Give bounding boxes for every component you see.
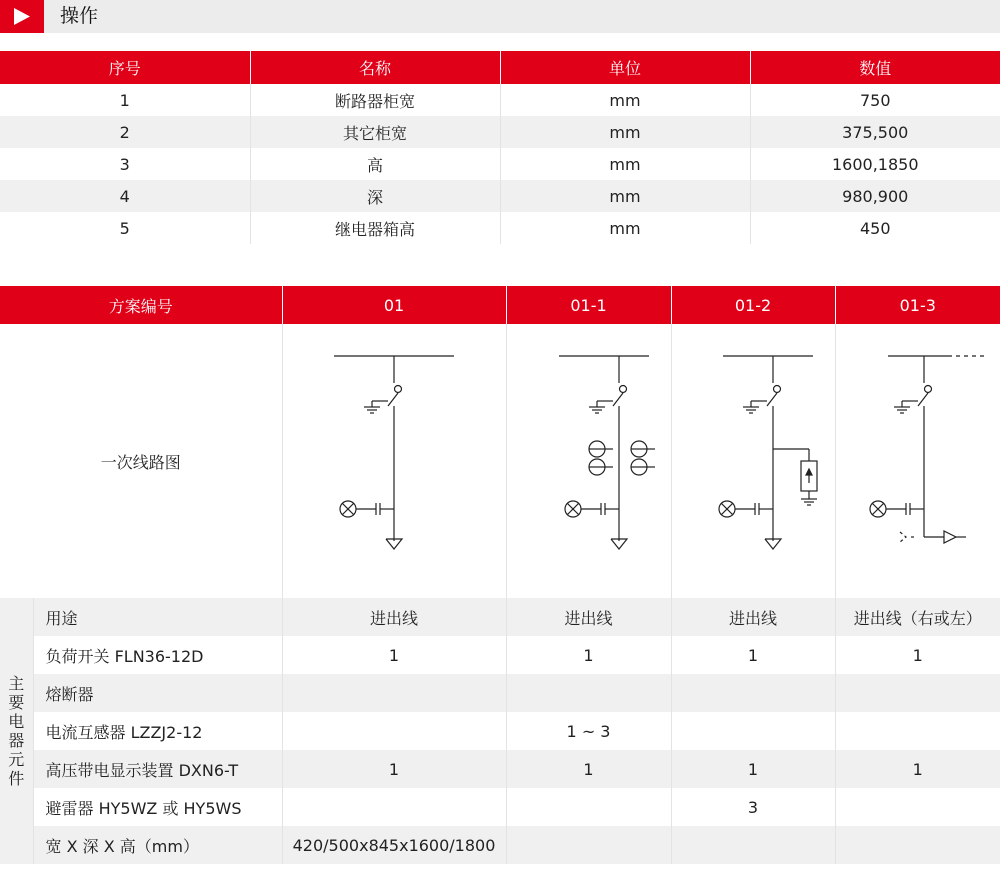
spec-header-cell: 单位 xyxy=(500,51,750,84)
table-cell: 4 xyxy=(0,180,250,212)
table-cell xyxy=(506,788,671,826)
table-cell: 深 xyxy=(250,180,500,212)
plan-table xyxy=(0,286,1000,864)
table-row xyxy=(0,788,1000,826)
side-label: 主要电器元件 xyxy=(8,674,25,788)
section-header xyxy=(0,0,1000,33)
row-label: 宽 X 深 X 高（mm） xyxy=(33,826,282,864)
table-cell: mm xyxy=(500,212,750,244)
table-cell: mm xyxy=(500,116,750,148)
table-row xyxy=(0,636,1000,674)
table-row xyxy=(0,180,1000,212)
table-row xyxy=(0,598,1000,636)
plan-header-cell: 01 xyxy=(282,286,506,324)
table-cell xyxy=(506,674,671,712)
table-cell: 375,500 xyxy=(750,116,1000,148)
table-cell xyxy=(835,826,1000,864)
spec-table xyxy=(0,51,1000,244)
plan-header-row xyxy=(0,286,1000,324)
spec-header-cell: 名称 xyxy=(250,51,500,84)
table-row xyxy=(0,84,1000,116)
table-cell: 3 xyxy=(119,154,130,174)
table-cell: 高 xyxy=(250,148,500,180)
table-cell xyxy=(835,788,1000,826)
table-cell xyxy=(506,826,671,864)
diagram-row xyxy=(0,324,1000,598)
row-label: 避雷器 HY5WZ 或 HY5WS xyxy=(33,788,282,826)
row-label: 用途 xyxy=(33,598,282,636)
table-row xyxy=(0,212,1000,244)
table-cell xyxy=(282,674,506,712)
plan-header-cell: 01-1 xyxy=(506,286,671,324)
diagram-row-label: 一次线路图 xyxy=(100,452,181,472)
table-cell xyxy=(282,788,506,826)
table-cell: mm xyxy=(500,84,750,116)
table-cell: 1 xyxy=(282,636,506,674)
table-row xyxy=(0,826,1000,864)
table-cell xyxy=(671,674,835,712)
table-cell: 继电器箱高 xyxy=(250,212,500,244)
play-triangle-icon xyxy=(0,0,44,33)
plan-header-cell: 方案编号 xyxy=(0,286,282,324)
table-cell: 1 xyxy=(671,750,835,788)
table-cell: 其它柜宽 xyxy=(250,116,500,148)
table-cell xyxy=(671,826,835,864)
table-cell: 5 xyxy=(119,218,130,238)
table-cell xyxy=(282,712,506,750)
row-label: 高压带电显示装置 DXN6-T xyxy=(33,750,282,788)
table-cell: 1 ~ 3 xyxy=(506,712,671,750)
table-cell: 420/500x845x1600/1800 xyxy=(282,826,506,864)
table-cell xyxy=(835,674,1000,712)
section-title: 操作 xyxy=(60,5,99,27)
circuit-diagram-01-2 xyxy=(671,324,835,598)
table-cell xyxy=(671,712,835,750)
table-cell: 1 xyxy=(506,636,671,674)
table-cell: 1 xyxy=(671,636,835,674)
table-cell: 进出线 xyxy=(671,598,835,636)
table-row xyxy=(0,750,1000,788)
table-cell: 450 xyxy=(750,212,1000,244)
table-cell: 750 xyxy=(750,84,1000,116)
plan-header-cell: 01-3 xyxy=(835,286,1000,324)
table-cell: 进出线（右或左） xyxy=(835,598,1000,636)
table-cell: 进出线 xyxy=(282,598,506,636)
table-cell: mm xyxy=(500,180,750,212)
table-cell: 1 xyxy=(282,750,506,788)
table-cell: 3 xyxy=(671,788,835,826)
spec-header-cell: 序号 xyxy=(0,51,250,84)
table-cell: 1 xyxy=(835,750,1000,788)
row-label: 熔断器 xyxy=(33,674,282,712)
table-cell: 进出线 xyxy=(506,598,671,636)
side-label-cell xyxy=(0,598,33,864)
table-cell: 1 xyxy=(506,750,671,788)
table-cell: mm xyxy=(500,148,750,180)
table-row xyxy=(0,116,1000,148)
circuit-diagram-01-1 xyxy=(506,324,671,598)
table-cell: 2 xyxy=(0,116,250,148)
circuit-diagram-01-3 xyxy=(835,324,1000,598)
table-cell xyxy=(835,712,1000,750)
spec-header-row xyxy=(0,51,1000,84)
spec-header-cell: 数值 xyxy=(750,51,1000,84)
table-row xyxy=(0,712,1000,750)
circuit-diagram-01 xyxy=(282,324,506,598)
row-label: 负荷开关 FLN36-12D xyxy=(33,636,282,674)
row-label: 电流互感器 LZZJ2-12 xyxy=(33,712,282,750)
table-row xyxy=(0,148,1000,180)
table-cell: 1 xyxy=(835,636,1000,674)
table-cell: 980,900 xyxy=(750,180,1000,212)
table-cell: 1 xyxy=(119,90,130,110)
table-cell: 1600,1850 xyxy=(750,148,1000,180)
table-row xyxy=(0,674,1000,712)
table-cell: 断路器柜宽 xyxy=(250,84,500,116)
plan-header-cell: 01-2 xyxy=(671,286,835,324)
